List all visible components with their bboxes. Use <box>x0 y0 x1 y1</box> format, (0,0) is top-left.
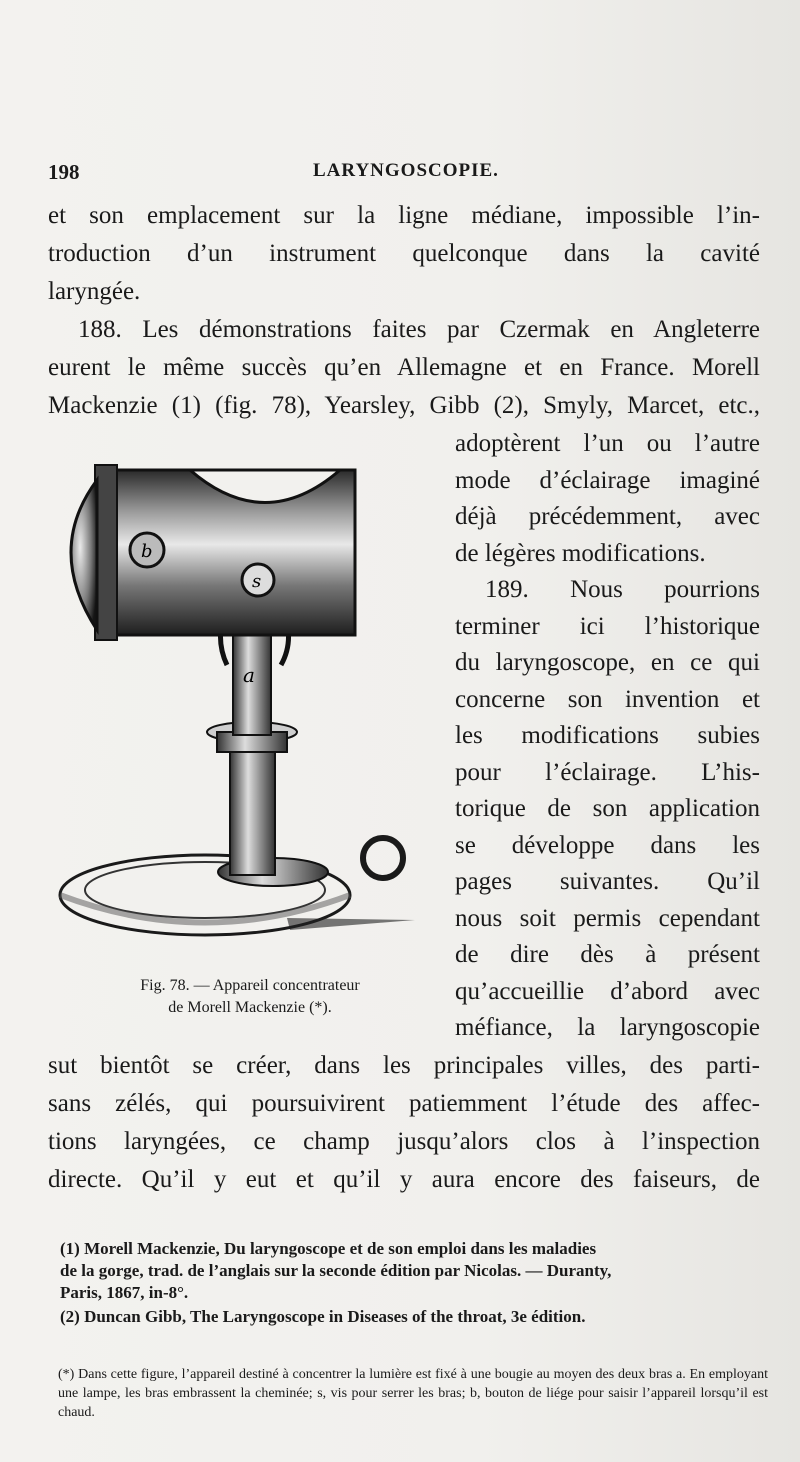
right-column-line: concerne son invention et <box>455 685 760 713</box>
right-column-line: du laryngoscope, en ce qui <box>455 649 760 676</box>
page-header <box>48 158 748 188</box>
paragraph-188-start: 188. Les démonstrations faites par Czermak en Angleterre <box>78 316 760 343</box>
body-line: troduction d’un instrument quelconque dans la cavité <box>48 240 760 267</box>
right-column-line: qu’accueillie d’abord avec <box>455 977 760 1005</box>
right-column-line: de dire dès à présent <box>455 941 760 968</box>
body-line: eurent le même succès qu’en Allemagne et en France. Morell <box>48 354 760 381</box>
body-line: sans zélés, qui poursuivirent patiemment l’étude des affec- <box>48 1090 760 1117</box>
right-column-line: pour l’éclairage. L’his- <box>455 758 760 786</box>
right-column-line: de légères modifications. <box>455 539 706 567</box>
body-line: laryngée. <box>48 278 141 305</box>
label-s: s <box>252 571 262 592</box>
body-line: sut bientôt se créer, dans les principales villes, des parti- <box>48 1052 760 1079</box>
body-line: Mackenzie (1) (fig. 78), Yearsley, Gibb (2), Smyly, Marcet, etc., <box>48 392 760 419</box>
label-b: b <box>141 541 153 562</box>
body-line: tions laryngées, ce champ jusqu’alors clos à l’inspection <box>48 1128 760 1155</box>
footnote-line: Paris, 1867, in-8°. <box>60 1283 189 1302</box>
lens-dome <box>71 480 97 630</box>
caption-line: de Morell Mackenzie (*). <box>168 999 332 1016</box>
page-number: 198 <box>48 160 80 184</box>
running-title: LARYNGOSCOPIE. <box>313 160 499 181</box>
right-column-line: pages suivantes. Qu’il <box>455 868 760 895</box>
right-column-line: terminer ici l’historique <box>455 612 760 640</box>
candlestick-handle <box>363 838 403 878</box>
footnote-line: (1) Morell Mackenzie, Du laryngoscope et de son emploi dans les maladies <box>60 1239 597 1258</box>
right-column-line: torique de son application <box>455 795 760 822</box>
caption-line: Fig. 78. — Appareil concentrateur <box>140 977 360 994</box>
footnote-line: de la gorge, trad. de l’anglais sur la seconde édition par Nicolas. — Duranty, <box>60 1261 612 1280</box>
footnote-2: (2) Duncan Gibb, The Laryngoscope in Diseases of the throat, 3e édition. <box>60 1307 586 1326</box>
label-a: a <box>243 663 255 687</box>
candlestick-stem <box>230 750 275 875</box>
right-column-line: déjà précédemment, avec <box>455 503 760 530</box>
body-line: directe. Qu’il y eut et qu’il y aura encore des faiseurs, de <box>48 1166 760 1193</box>
right-column-line: nous soit permis cependant <box>455 904 760 932</box>
body-line: et son emplacement sur la ligne médiane, impossible l’in- <box>48 202 760 229</box>
figure-78-illustration <box>55 440 445 980</box>
right-column-line: méfiance, la laryngoscopie <box>455 1014 760 1041</box>
figure-star-note: (*) Dans cette figure, l’appareil destiné à concentrer la lumière est fixé à une bougie au moyen des deux bras a. En employant une lampe, les bras embrassent la cheminée; s, vis pour serrer les bras; b, bouton de liége pour saisir l’appareil lorsqu’il est chaud. <box>58 1367 768 1420</box>
right-column-line: mode d’éclairage imaginé <box>455 466 760 494</box>
right-column-line: se développe dans les <box>455 831 760 859</box>
right-column-line: 189. Nous pourrions <box>485 576 760 603</box>
right-column-line: adoptèrent l’un ou l’autre <box>455 430 760 457</box>
footnote-1 <box>60 1238 765 1304</box>
figure-caption <box>70 975 430 1019</box>
right-column-line: les modifications subies <box>455 722 760 749</box>
